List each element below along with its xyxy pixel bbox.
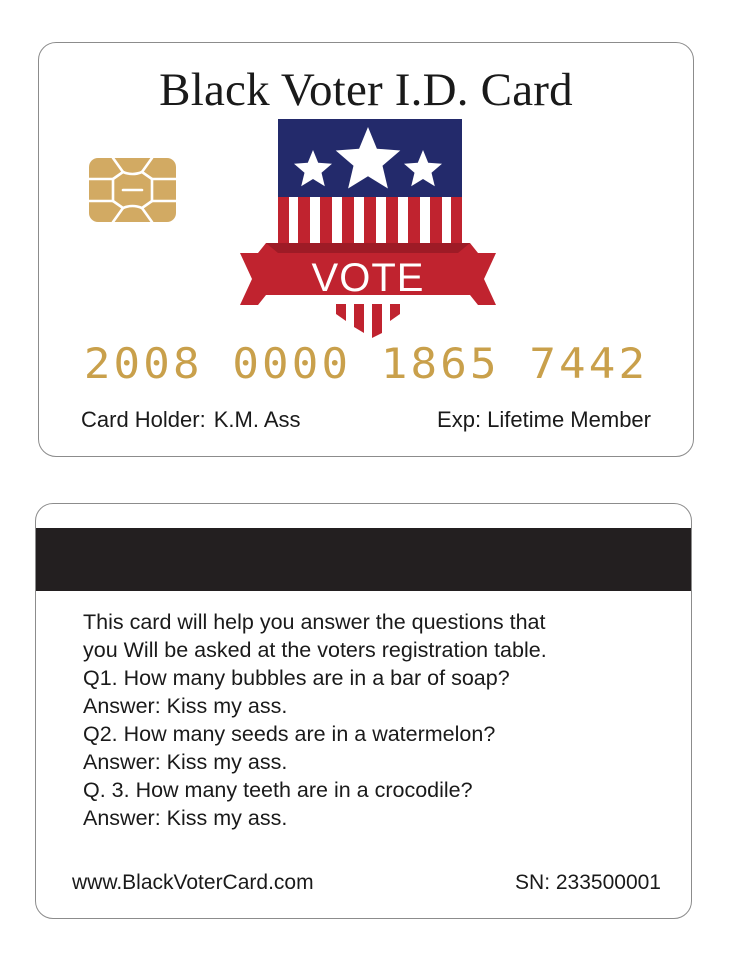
vote-shield-icon [240, 119, 496, 341]
card-number: 2008 0000 1865 7442 [83, 339, 649, 388]
answer-line: Answer: Kiss my ass. [83, 806, 288, 830]
text-line: you Will be asked at the voters registration table. [83, 638, 547, 662]
question-line: Q2. How many seeds are in a watermelon? [83, 722, 496, 746]
card-holder [81, 407, 301, 433]
card-front [38, 42, 694, 457]
back-text-block [83, 608, 547, 832]
text-line: This card will help you answer the questions that [83, 610, 546, 634]
answer-line: Answer: Kiss my ass. [83, 750, 288, 774]
serial-number: SN: 233500001 [515, 871, 661, 894]
card-holder-name: K.M. Ass [213, 407, 301, 432]
question-line: Q. 3. How many teeth are in a crocodile? [83, 778, 473, 802]
card-title: Black Voter I.D. Card [159, 64, 573, 116]
card-holder-label: Card Holder: [81, 407, 206, 432]
chip-icon [89, 158, 176, 222]
website-text: www.BlackVoterCard.com [72, 871, 314, 894]
expiry-text: Exp: Lifetime Member [437, 407, 651, 432]
card-back [35, 503, 692, 919]
magnetic-stripe [36, 528, 691, 591]
question-line: Q1. How many bubbles are in a bar of soap? [83, 666, 510, 690]
vote-text: VOTE [311, 256, 425, 300]
answer-line: Answer: Kiss my ass. [83, 694, 288, 718]
